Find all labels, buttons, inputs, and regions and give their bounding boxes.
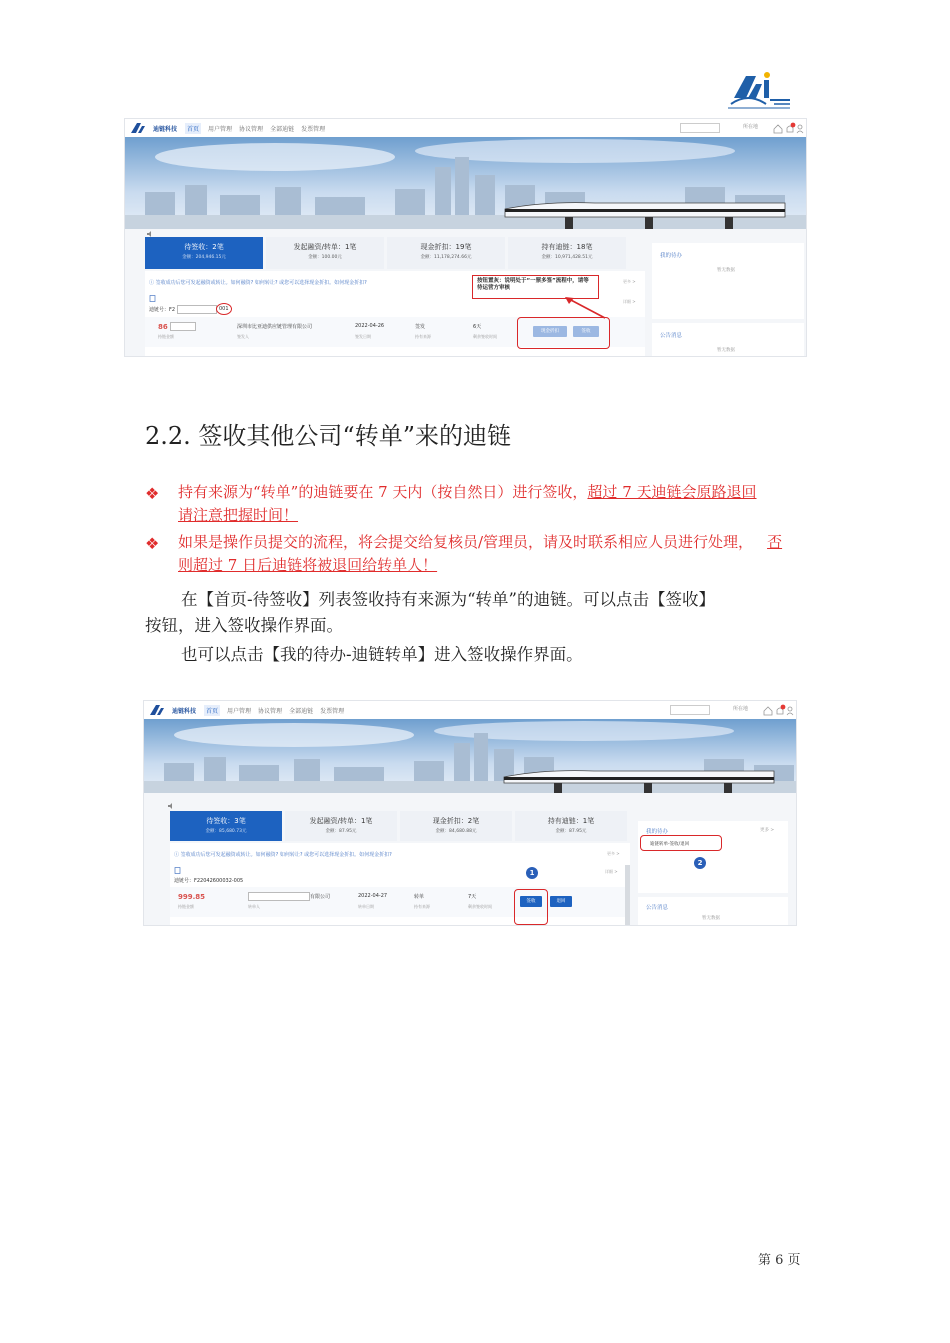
skyline-banner: [125, 137, 806, 229]
card-title: 持有迪链：1笔: [547, 817, 595, 825]
nav-agreements[interactable]: 协议管理: [258, 707, 283, 715]
return-button[interactable]: 退回: [550, 896, 572, 907]
skyline-banner: [144, 719, 796, 793]
brand-name: 迪链科技: [172, 707, 197, 715]
card-sub: 金额：204,946.15元: [182, 255, 226, 260]
callout-arrow: [565, 297, 611, 321]
todo-more[interactable]: 更多 >: [760, 828, 775, 833]
row-company: 有限公司: [310, 894, 331, 900]
row-days-sub: 剩余签收时间: [468, 904, 492, 909]
paragraph-1-line-2: 按钮，进入签收操作界面。: [145, 616, 343, 635]
home-bell-user-icons[interactable]: [772, 122, 804, 134]
home-bell-user-icons[interactable]: [762, 704, 794, 716]
card-discount[interactable]: [400, 811, 512, 841]
row-date-sub: 转单日期: [358, 904, 374, 909]
tip-text[interactable]: ⓘ 签收成功后您可发起融资或转让。如何融资? 如何转让? 或您可以选择现金折扣。如何现金折扣?: [149, 280, 367, 286]
top-nav: [144, 701, 796, 719]
todo-title[interactable]: 我的待办: [660, 253, 683, 259]
nav-invoices[interactable]: 发票管理: [320, 707, 345, 715]
highlight-buttons: [517, 317, 610, 349]
row-company-sub: 签发人: [237, 334, 249, 339]
row-date: 2022-04-27: [358, 893, 388, 899]
card-sub: 金额：87.95元: [325, 829, 357, 834]
summary-cards: [145, 237, 629, 269]
step-marker-2: 2: [694, 857, 706, 869]
user-redacted-box: [680, 123, 720, 133]
card-holding[interactable]: [515, 811, 627, 841]
card-pending-sign[interactable]: [145, 237, 263, 269]
todo-title[interactable]: 我的待办: [646, 829, 669, 835]
row-company: 深圳市比亚迪供应链管理有限公司: [237, 324, 313, 330]
card-sub: 金额：100.00元: [308, 255, 342, 260]
row-days: 6天: [473, 324, 482, 330]
detail-link[interactable]: 详细 >: [623, 299, 636, 304]
document-icon: [149, 295, 156, 302]
user-menu[interactable]: 所在地: [742, 124, 758, 130]
notice-panel: [638, 897, 788, 925]
card-title: 现金折扣：19笔: [420, 243, 472, 251]
notice-title[interactable]: 公告消息: [660, 333, 683, 339]
sign-button[interactable]: 签收: [520, 896, 542, 907]
brand-logo-icon: [149, 704, 169, 716]
card-title: 现金折扣：2笔: [432, 817, 480, 825]
row-date-sub: 签发日期: [355, 334, 371, 339]
user-menu[interactable]: 所在地: [732, 706, 748, 712]
row-days-sub: 剩余签收时间: [473, 334, 497, 339]
paragraph-2-text: 也可以点击【我的待办-迪链转单】进入签收操作界面。: [181, 645, 583, 664]
notice-title[interactable]: 公告消息: [646, 905, 669, 911]
brand-name: 迪链科技: [153, 125, 178, 133]
sign-button-disabled[interactable]: 签收: [573, 326, 599, 337]
card-title: 发起融资/转单：1笔: [293, 243, 357, 251]
speaker-icon: [168, 803, 176, 809]
highlight-chain-no: [216, 303, 232, 315]
card-title: 待签收：2笔: [184, 243, 224, 251]
chain-no: 迪链号：F22042600032-005: [174, 878, 244, 884]
row-date: 2022-04-26: [355, 323, 385, 329]
bullet-1: [178, 481, 818, 527]
row-company-sub: 转单人: [248, 904, 260, 909]
todo-panel: [652, 243, 804, 319]
diamond-bullet-icon: ❖: [145, 534, 160, 553]
row-type: 签发: [415, 324, 426, 330]
paragraph-2: [145, 642, 825, 668]
user-redacted-box: [670, 705, 710, 715]
page-number: 第 6 页: [758, 1253, 801, 1268]
bullet-2-warning: 则超过 7 日后迪链将被退回给转单人！: [178, 556, 438, 574]
nav-home[interactable]: 首页: [185, 123, 201, 134]
more-link[interactable]: 更多 >: [607, 851, 620, 856]
card-sub: 金额：84,680.88元: [435, 829, 477, 834]
notice-panel: [652, 323, 804, 356]
bullet-2-warning-start: 否: [767, 533, 783, 551]
redacted-company: [248, 892, 310, 901]
bullet-1-note: 请注意把握时间！: [178, 506, 299, 524]
todo-item-transfer[interactable]: 迪链转单-签收/退回: [650, 842, 690, 847]
redacted-amount: [170, 322, 196, 331]
chain-no-suffix: 001: [219, 306, 229, 312]
row-amount-sub: 持链金额: [158, 334, 174, 339]
todo-panel: [638, 821, 788, 893]
card-discount[interactable]: [387, 237, 505, 269]
step-marker-1: 1: [526, 867, 538, 879]
row-amount: 999.85: [178, 893, 206, 901]
top-nav: [125, 119, 806, 137]
row-type-sub: 持有来源: [414, 904, 430, 909]
nav-users[interactable]: 用户管理: [208, 125, 233, 133]
row-type-sub: 持有来源: [415, 334, 431, 339]
scrollbar[interactable]: [625, 865, 630, 925]
summary-cards: [170, 811, 630, 841]
company-logo: [726, 70, 794, 110]
card-sub: 金额：11,178,274.66元: [420, 255, 472, 260]
nav-all-chains[interactable]: 全部迪链: [270, 125, 295, 133]
callout-box: 按钮置灰：说明处于“一票多签”流程中，请等待运营方审核: [472, 275, 599, 299]
notice-empty: 暂无数据: [717, 348, 735, 353]
bullet-2: [178, 531, 818, 577]
detail-link[interactable]: 详细 >: [605, 869, 618, 874]
screenshot-home-transfer: [143, 700, 797, 926]
row-days: 7天: [468, 894, 477, 900]
chain-no-label: 迪链号：F2: [149, 307, 176, 313]
card-sub: 金额：87.95元: [555, 829, 587, 834]
card-sub: 金额：85,680.73元: [205, 829, 247, 834]
row-amount-sub: 持链金额: [178, 904, 194, 909]
more-link[interactable]: 更多 >: [623, 279, 636, 284]
card-sub: 金额：10,971,428.51元: [541, 255, 593, 260]
discount-button-disabled[interactable]: 现金折扣: [533, 326, 567, 337]
todo-empty: 暂无数据: [717, 268, 735, 273]
card-financing[interactable]: [285, 811, 397, 841]
card-title: 发起融资/转单：1笔: [309, 817, 373, 825]
card-financing[interactable]: [266, 237, 384, 269]
row-type: 转单: [414, 894, 425, 900]
nav-agreements[interactable]: 协议管理: [239, 125, 264, 133]
card-title: 持有迪链：18笔: [541, 243, 593, 251]
bullet-2-text: 如果是操作员提交的流程，将会提交给复核员/管理员，请及时联系相应人员进行处理，: [178, 533, 754, 551]
row-amount: 86: [158, 323, 168, 331]
paragraph-1-cont: [145, 613, 825, 639]
bullet-1-warning: 超过 7 天迪链会原路退回: [587, 483, 757, 501]
notice-empty: 暂无数据: [702, 916, 720, 921]
nav-users[interactable]: 用户管理: [227, 707, 252, 715]
redacted-chain-no: [177, 305, 217, 314]
brand-logo-icon: [130, 122, 150, 134]
highlight-sign-button: [514, 889, 548, 925]
section-heading: 2.2. 签收其他公司“转单”来的迪链: [145, 422, 511, 450]
card-title: 待签收：3笔: [206, 817, 246, 825]
card-holding[interactable]: [508, 237, 626, 269]
document-icon: [174, 867, 181, 874]
nav-invoices[interactable]: 发票管理: [301, 125, 326, 133]
tip-text[interactable]: ⓘ 签收成功后您可发起融资或转让。如何融资? 如何转让? 或您可以选择现金折扣。如何现金折扣?: [174, 852, 392, 858]
highlight-todo-item: [640, 835, 722, 851]
nav-all-chains[interactable]: 全部迪链: [289, 707, 314, 715]
card-pending-sign[interactable]: [170, 811, 282, 841]
nav-home[interactable]: 首页: [204, 705, 220, 716]
paragraph-1: [145, 587, 825, 613]
diamond-bullet-icon: ❖: [145, 484, 160, 503]
screenshot-home-pending: [124, 118, 807, 357]
paragraph-1-line-1: 在【首页-待签收】列表签收持有来源为“转单”的迪链。可以点击【签收】: [181, 590, 715, 609]
bullet-1-text: 持有来源为“转单”的迪链要在 7 天内（按自然日）进行签收，: [178, 483, 588, 501]
